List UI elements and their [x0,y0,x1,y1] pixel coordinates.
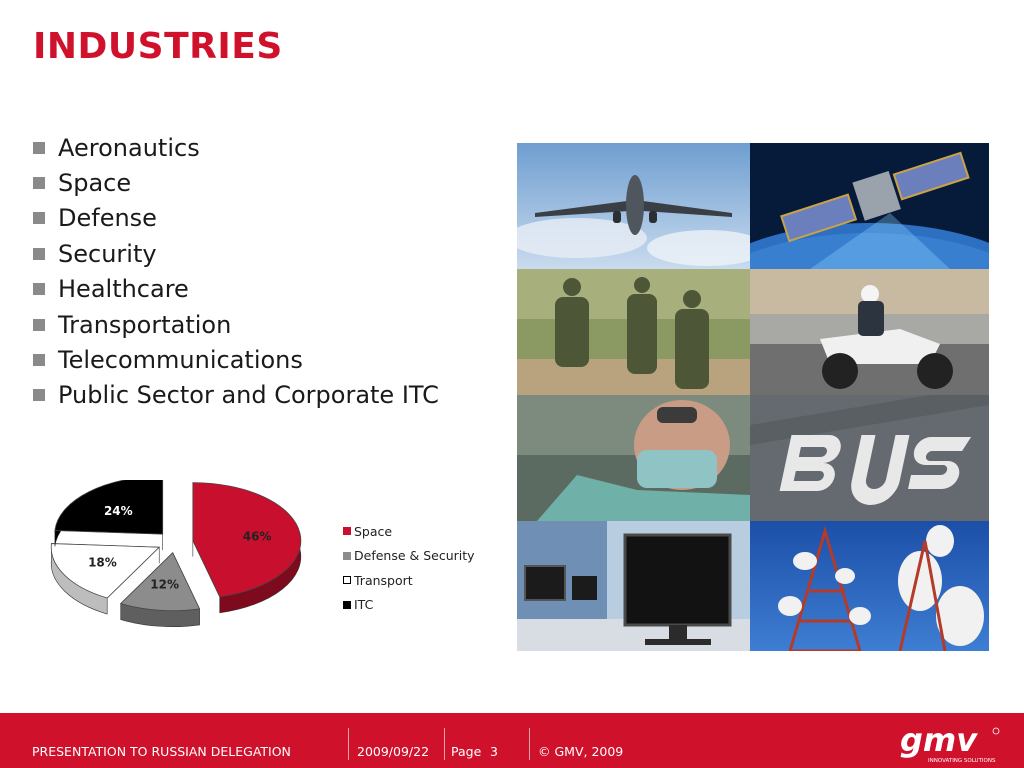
industry-label: Space [58,169,132,198]
telecom-antennas-photo [750,521,989,651]
industry-label: Security [58,239,157,268]
police-motorcycle-photo [750,269,989,395]
slide-title: INDUSTRIES [33,26,283,67]
bullet-square-icon [33,354,45,366]
industry-label: Aeronautics [58,133,200,162]
svg-text:gmv: gmv [900,723,978,759]
bus-lane-photo [750,395,989,521]
industry-label: Transportation [58,310,232,339]
footer-page-label: Page [451,744,482,759]
svg-text:INNOVATING SOLUTIONS: INNOVATING SOLUTIONS [928,758,996,764]
bullet-square-icon [33,283,45,295]
pie-legend [343,519,475,617]
list-item [33,130,439,165]
list-item [33,342,439,377]
airplane-photo [517,143,750,269]
legend-item-transport [343,568,475,593]
industry-pie-chart [30,480,320,650]
bullet-square-icon [33,142,45,154]
footer-copyright: © GMV, 2009 [538,744,624,759]
list-item [33,307,439,342]
footer-divider [529,728,530,760]
pie-data-label: 12% [150,577,179,592]
footer-divider [444,728,445,760]
footer-divider [348,728,349,760]
legend-swatch [343,576,351,584]
legend-label: Space [354,523,393,539]
footer-bar [0,713,1024,768]
footer-page-number: 3 [490,744,498,759]
industry-label: Defense [58,204,157,233]
legend-item-defense-security [343,544,475,569]
bullet-square-icon [33,177,45,189]
legend-swatch [343,601,351,609]
bullet-square-icon [33,389,45,401]
legend-swatch [343,552,351,560]
gmv-logo [898,723,1003,765]
pie-data-label: 24% [103,503,133,518]
legend-item-space [343,519,475,544]
list-item [33,378,439,413]
legend-label: Transport [354,572,413,588]
bullet-square-icon [33,212,45,224]
industry-label: Telecommunications [58,346,303,375]
list-item [33,165,439,200]
list-item [33,236,439,271]
bullet-square-icon [33,319,45,331]
bullet-square-icon [33,248,45,260]
surgeon-photo [517,395,750,521]
industry-photo-collage [517,143,989,651]
soldiers-photo [517,269,750,395]
computer-monitors-photo [517,521,750,651]
list-item [33,272,439,307]
industries-list [33,130,439,413]
satellite-photo [750,143,989,269]
industry-label: Public Sector and Corporate ITC [58,381,439,410]
industry-label: Healthcare [58,275,189,304]
pie-data-label: 46% [242,529,272,544]
legend-swatch [343,527,351,535]
list-item [33,201,439,236]
legend-label: ITC [354,597,374,613]
legend-item-itc [343,593,475,618]
footer-date: 2009/09/22 [357,744,430,759]
footer-presentation-title: PRESENTATION TO RUSSIAN DELEGATION [32,744,291,759]
pie-data-label: 18% [88,555,117,570]
legend-label: Defense & Security [354,548,475,564]
